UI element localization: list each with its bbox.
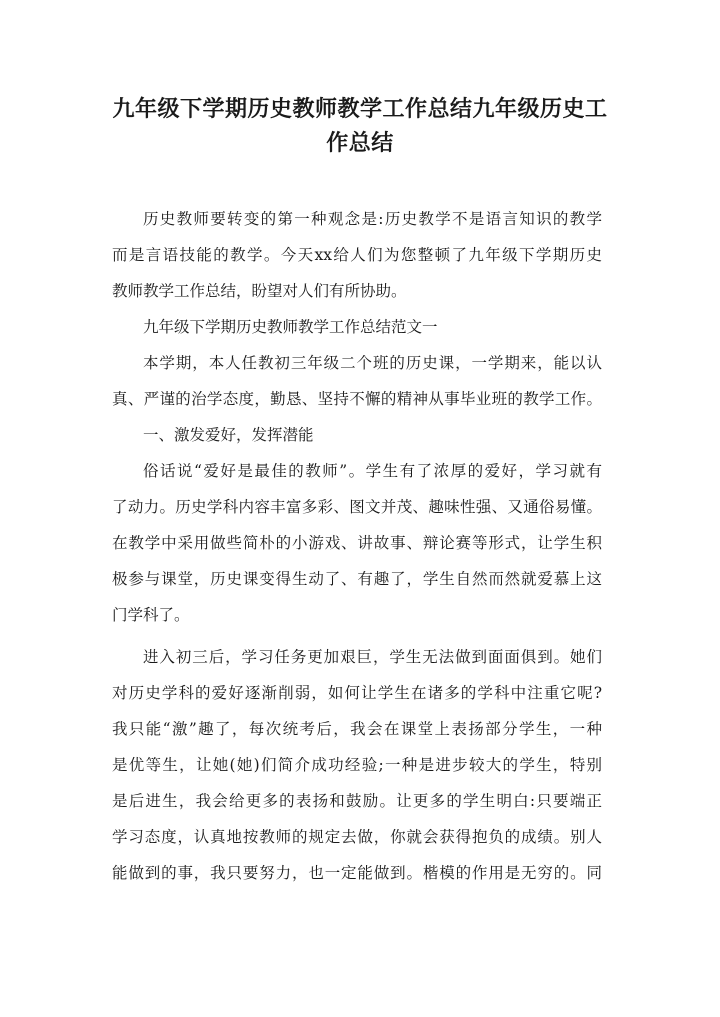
document-title: [100, 92, 620, 160]
paragraph-line: 极参与课堂，历史课变得生动了、有趣了，学生自然而然就爱慕上这: [112, 570, 602, 588]
paragraph-line: 进入初三后，学习任务更加艰巨，学生无法做到面面俱到。她们: [143, 648, 602, 666]
title-line-1: 九年级下学期历史教师教学工作总结九年级历史工: [112, 96, 608, 122]
sample-heading: 九年级下学期历史教师教学工作总结范文一: [143, 318, 438, 336]
document-body: [112, 201, 602, 891]
paragraph-line: 教师教学工作总结，盼望对人们有所协助。: [112, 282, 407, 300]
paragraph-line: 真、严谨的治学态度，勤恳、坚持不懈的精神从事毕业班的教学工作。: [112, 390, 602, 408]
paragraph-line: 俗话说“爱好是最佳的教师”。学生有了浓厚的爱好，学习就有: [143, 462, 602, 480]
paragraph-line: 能做到的事，我只要努力，也一定能做到。楷模的作用是无穷的。同: [112, 864, 602, 882]
interest-paragraph: [112, 453, 602, 633]
semester-paragraph: [112, 345, 602, 417]
title-line-2: 作总结: [326, 130, 394, 156]
grade-three-paragraph: [112, 639, 602, 891]
paragraph-line: 对历史学科的爱好逐渐削弱，如何让学生在诸多的学科中注重它呢?: [112, 684, 602, 702]
section-heading: 一、激发爱好，发挥潜能: [143, 426, 314, 444]
paragraph-line: 是优等生，让她(她)们简介成功经验;一种是进步较大的学生，特别: [112, 756, 602, 774]
paragraph-line: 是后进生，我会给更多的表扬和鼓励。让更多的学生明白:只要端正: [112, 792, 602, 810]
paragraph-line: 而是言语技能的教学。今天xx给人们为您整顿了九年级下学期历史: [112, 246, 602, 264]
paragraph-line: 本学期，本人任教初三年级二个班的历史课，一学期来，能以认: [143, 354, 602, 372]
paragraph-line: 门学科了。: [112, 606, 190, 624]
paragraph-line: 学习态度，认真地按教师的规定去做，你就会获得抱负的成绩。别人: [112, 828, 602, 846]
paragraph-line: 历史教师要转变的第一种观念是:历史教学不是语言知识的教学: [143, 210, 602, 228]
paragraph-line: 我只能“激”趣了，每次统考后，我会在课堂上表扬部分学生，一种: [112, 720, 602, 738]
paragraph-line: 了动力。历史学科内容丰富多彩、图文并茂、趣味性强、又通俗易懂。: [112, 498, 602, 516]
paragraph-line: 在教学中采用做些简朴的小游戏、讲故事、辩论赛等形式，让学生积: [112, 534, 602, 552]
intro-paragraph: [112, 201, 602, 309]
